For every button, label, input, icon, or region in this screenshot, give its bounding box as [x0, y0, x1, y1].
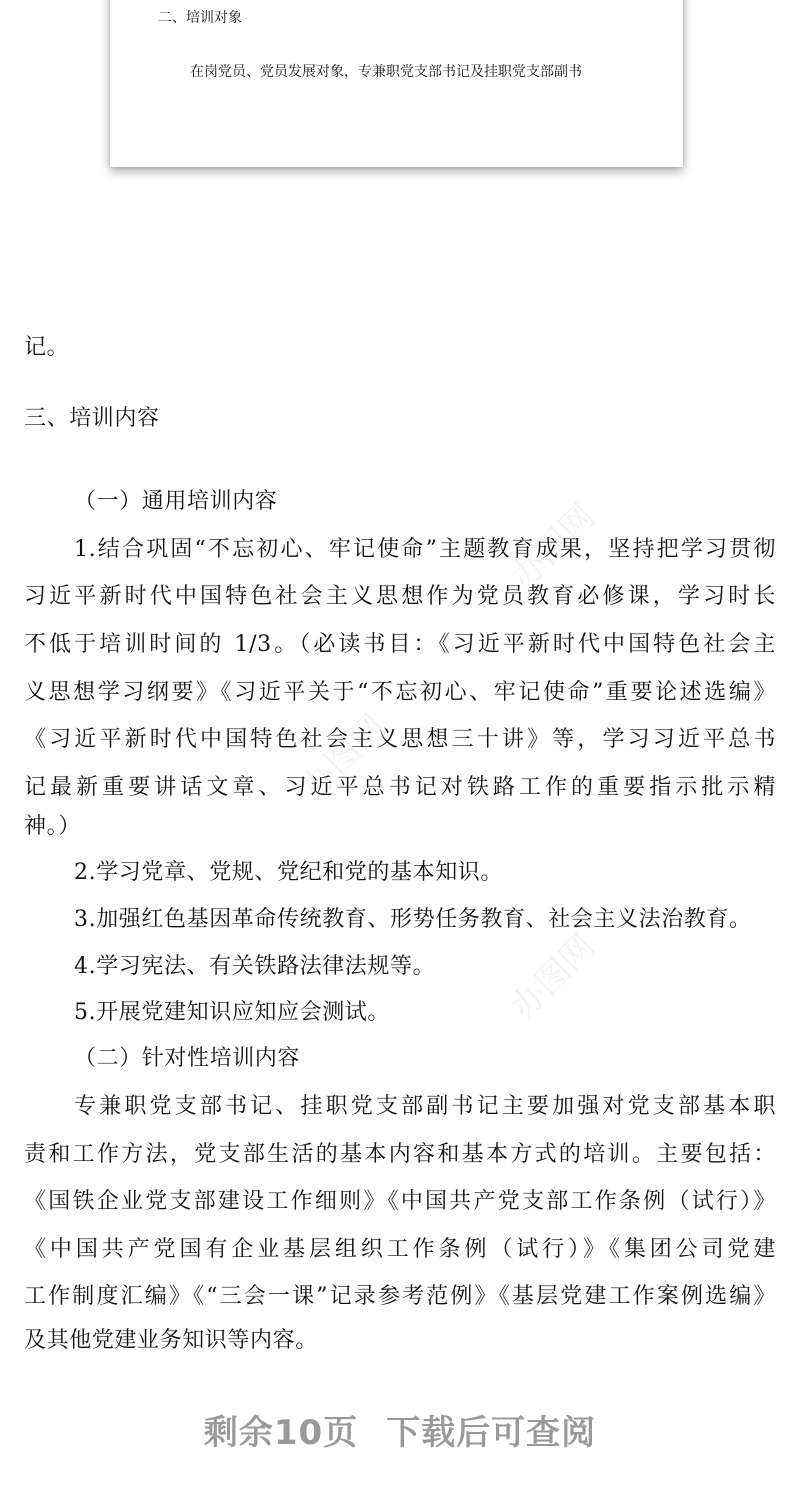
paragraph-line: 工作制度汇编》《“三会一课”记录参考范例》《基层党建工作案例选编》 [24, 1284, 776, 1309]
document-preview-page [110, 0, 683, 167]
preview-body-text: 在岗党员、党员发展对象，专兼职党支部书记及挂职党支部副书 [190, 64, 582, 80]
list-item-2: 2.学习党章、党规、党纪和党的基本知识。 [74, 860, 503, 885]
preview-heading: 二、培训对象 [158, 10, 242, 26]
subsection-title-general: （一）通用培训内容 [74, 489, 278, 514]
paragraph-line: 《国铁企业党支部建设工作细则》《中国共产党支部工作条例（试行）》 [24, 1189, 776, 1214]
paragraph-line: 责和工作方法，党支部生活的基本内容和基本方式的培训。主要包括： [24, 1142, 776, 1167]
paragraph-line: 不低于培训时间的 1/3。（必读书目：《习近平新时代中国特色社会主 [24, 632, 776, 657]
section-title-training-content: 三、培训内容 [24, 406, 160, 431]
paragraph-line: 神。） [24, 814, 81, 839]
remaining-pages-banner[interactable] [0, 1408, 800, 1458]
list-item-4: 4.学习宪法、有关铁路法律法规等。 [74, 954, 436, 979]
paragraph-line: 义思想学习纲要》《习近平关于“不忘初心、牢记使命”重要论述选编》 [24, 680, 776, 705]
continuation-text: 记。 [24, 335, 70, 360]
list-item-3: 3.加强红色基因革命传统教育、形势任务教育、社会主义法治教育。 [74, 907, 752, 932]
paragraph-line: 《习近平新时代中国特色社会主义思想三十讲》等，学习习近平总书 [24, 727, 776, 752]
paragraph-line: 专兼职党支部书记、挂职党支部副书记主要加强对党支部基本职 [74, 1094, 776, 1119]
list-item-5: 5.开展党建知识应知应会测试。 [74, 1000, 390, 1025]
paragraph-line: 《中国共产党国有企业基层组织工作条例（试行）》《集团公司党建 [24, 1237, 776, 1262]
paragraph-line: 习近平新时代中国特色社会主义思想作为党员教育必修课，学习时长 [24, 584, 776, 609]
paragraph-line: 1.结合巩固“不忘初心、牢记使命”主题教育成果，坚持把学习贯彻 [74, 537, 776, 562]
subsection-title-targeted: （二）针对性培训内容 [74, 1046, 301, 1071]
watermark-3: 办图网 [503, 926, 604, 1028]
watermark-2: 办图网 [293, 706, 394, 808]
paragraph-line: 及其他党建业务知识等内容。 [24, 1328, 318, 1353]
remaining-pages-text: 剩余10页 [203, 1413, 359, 1453]
paragraph-line: 记最新重要讲话文章、习近平总书记对铁路工作的重要指示批示精 [24, 775, 776, 800]
watermark-1: 办图网 [503, 496, 604, 598]
download-to-view-text: 下载后可查阅 [386, 1413, 597, 1453]
